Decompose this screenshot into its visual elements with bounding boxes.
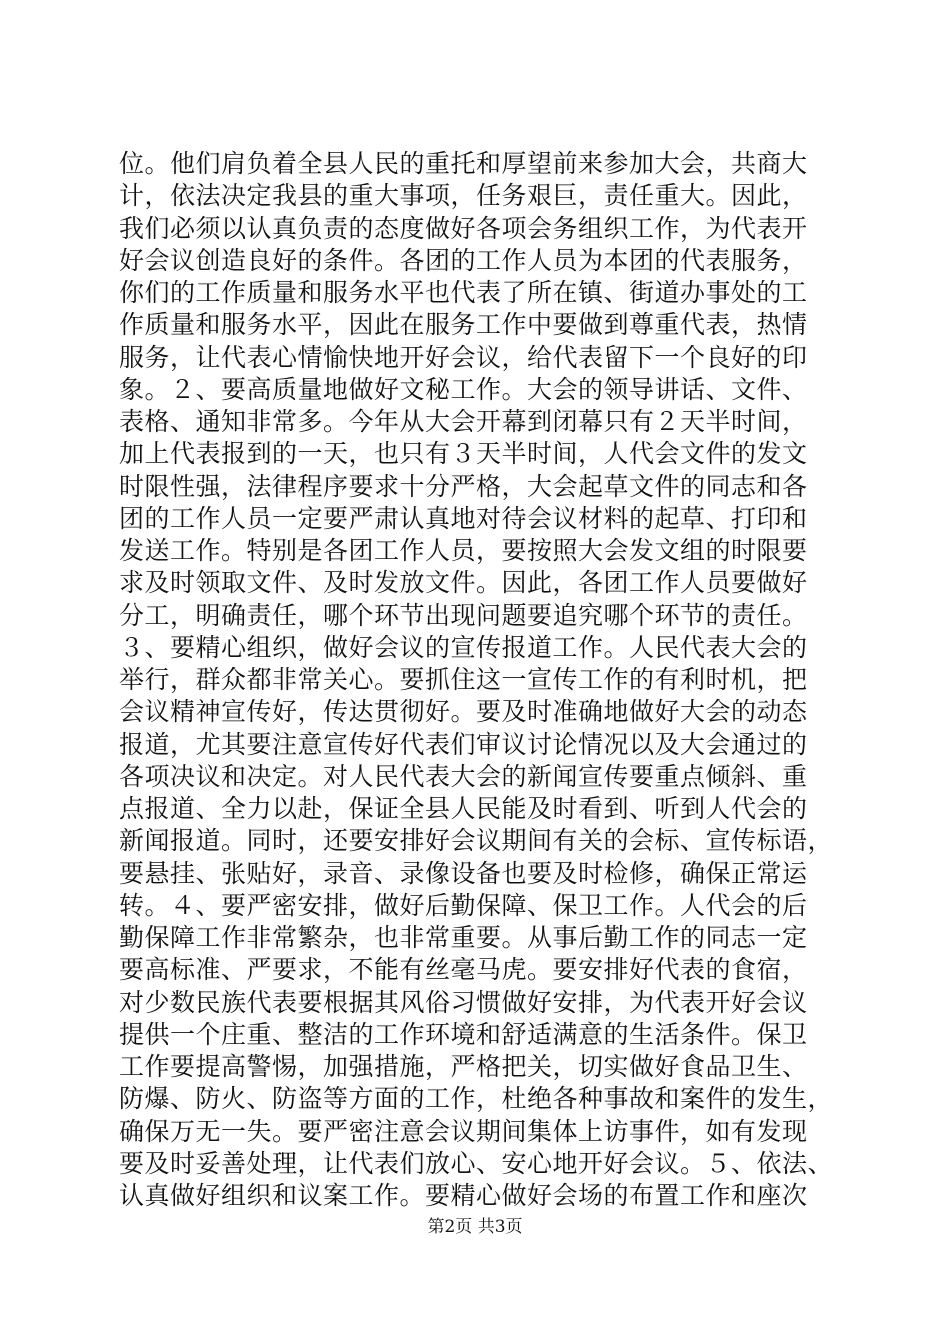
text-line: 要及时妥善处理，让代表们放心、安心地开好会议。５、依法、 — [119, 1148, 834, 1178]
text-line: 提供一个庄重、整洁的工作环境和舒适满意的生活条件。保卫 — [119, 1019, 808, 1049]
text-line: 团的工作人员一定要严肃认真地对待会议材料的起草、打印和 — [119, 503, 808, 533]
text-line: 发送工作。特别是各团工作人员，要按照大会发文组的时限要 — [119, 536, 808, 565]
text-line: 象。２、要高质量地做好文秘工作。大会的领导讲话、文件、 — [119, 374, 808, 404]
text-line: 勤保障工作非常繁杂，也非常重要。从事后勤工作的同志一定 — [119, 923, 808, 952]
text-line: 会议精神宣传好，传达贯彻好。要及时准确地做好大会的动态 — [119, 697, 808, 727]
text-line: 位。他们肩负着全县人民的重托和厚望前来参加大会，共商大 — [119, 149, 808, 178]
text-line: 各项决议和决定。对人民代表大会的新闻宣传要重点倾斜、重 — [119, 761, 808, 791]
body-text — [119, 148, 839, 1212]
text-line: 你们的工作质量和服务水平也代表了所在镇、街道办事处的工 — [119, 278, 808, 307]
text-line: 我们必须以认真负责的态度做好各项会务组织工作，为代表开 — [119, 213, 808, 243]
text-line: 服务，让代表心情愉快地开好会议，给代表留下一个良好的印 — [119, 342, 808, 372]
text-line: 作质量和服务水平，因此在服务工作中要做到尊重代表，热情 — [119, 310, 808, 340]
text-line: 举行，群众都非常关心。要抓住这一宣传工作的有利时机，把 — [119, 665, 808, 694]
text-line: ３、要精心组织，做好会议的宣传报道工作。人民代表大会的 — [119, 632, 808, 662]
text-line: 加上代表报到的一天，也只有３天半时间，人代会文件的发文 — [119, 439, 808, 469]
text-line: 时限性强，法律程序要求十分严格，大会起草文件的同志和各 — [119, 471, 808, 501]
text-line: 工作要提高警惕，加强措施，严格把关，切实做好食品卫生、 — [119, 1052, 808, 1081]
text-line: 对少数民族代表要根据其风俗习惯做好安排，为代表开好会议 — [119, 987, 808, 1017]
text-line: 分工，明确责任，哪个环节出现问题要追究哪个环节的责任。 — [119, 600, 808, 630]
page-footer: 第2页 共3页 — [427, 1217, 523, 1237]
text-line: 认真做好组织和议案工作。要精心做好会场的布置工作和座次 — [119, 1181, 808, 1210]
text-line: 求及时领取文件、及时发放文件。因此，各团工作人员要做好 — [119, 568, 808, 598]
text-line: 要悬挂、张贴好，录音、录像设备也要及时检修，确保正常运 — [119, 858, 808, 888]
text-line: 新闻报道。同时，还要安排好会议期间有关的会标、宣传标语， — [119, 826, 834, 856]
text-line: 表格、通知非常多。今年从大会开幕到闭幕只有２天半时间， — [119, 407, 808, 436]
text-line: 报道，尤其要注意宣传好代表们审议讨论情况以及大会通过的 — [119, 729, 808, 759]
text-line: 确保万无一失。要严密注意会议期间集体上访事件，如有发现 — [119, 1116, 808, 1146]
text-line: 要高标准、严要求，不能有丝毫马虎。要安排好代表的食宿， — [119, 955, 808, 985]
text-line: 计，依法决定我县的重大事项，任务艰巨，责任重大。因此， — [119, 181, 808, 211]
text-line: 点报道、全力以赴，保证全县人民能及时看到、听到人代会的 — [119, 794, 808, 823]
text-line: 转。４、要严密安排，做好后勤保障、保卫工作。人代会的后 — [119, 890, 808, 920]
text-line: 好会议创造良好的条件。各团的工作人员为本团的代表服务， — [119, 245, 808, 275]
text-line: 防爆、防火、防盗等方面的工作，杜绝各种事故和案件的发生， — [119, 1084, 834, 1114]
